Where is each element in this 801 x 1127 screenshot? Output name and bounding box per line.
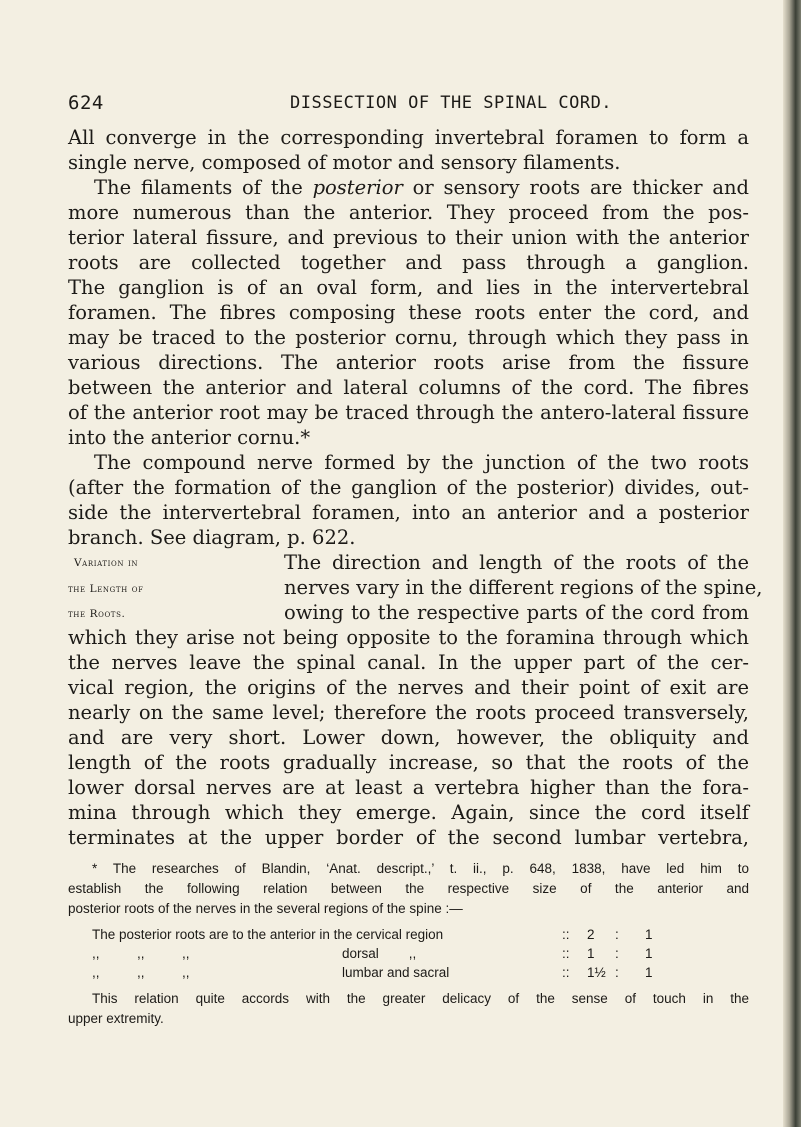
body-line: The direction and length of the roots of the: [284, 551, 749, 574]
ratio-colon: :: [615, 965, 619, 980]
ratio-separator: ::: [562, 946, 570, 961]
ratio-separator: ::: [562, 927, 570, 942]
body-line: terminates at the upper border of the second lumbar vertebra,: [68, 826, 749, 849]
footnote-line: establish the following relation between the respective size of the anterior and: [68, 881, 749, 896]
body-line: single nerve, composed of motor and sensory filaments.: [68, 151, 621, 174]
body-line-text: various directions. The anterior roots arise from the fissure: [68, 351, 749, 374]
body-line: The compound nerve formed by the junction of the two roots: [94, 451, 749, 474]
body-line: side the intervertebral foramen, into an anterior and a posterior: [68, 501, 749, 524]
footnote-line: upper extremity.: [68, 1011, 164, 1026]
ratio-posterior: 1: [587, 946, 595, 961]
body-line: length of the roots gradually increase, so that the roots of the: [68, 751, 749, 774]
running-title: DISSECTION OF THE SPINAL CORD.: [290, 93, 613, 113]
ratio-anterior: 1: [645, 946, 653, 961]
body-line: nearly on the same level; therefore the roots proceed transversely,: [68, 701, 749, 724]
body-line: between the anterior and lateral columns of the cord. The fibres: [68, 376, 749, 399]
ratio-label: ,, ,, ,,: [92, 946, 190, 961]
body-line: more numerous than the anterior. They proceed from the pos-: [68, 201, 749, 224]
body-line: which they arise not being opposite to the foramina through which: [68, 626, 749, 649]
ratio-separator: ::: [562, 965, 570, 980]
body-line: [68, 351, 749, 375]
ratio-posterior: 2: [587, 927, 595, 942]
body-line: The ganglion is of an oval form, and lies in the intervertebral: [68, 276, 749, 299]
body-line: mina through which they emerge. Again, since the cord itself: [68, 801, 749, 824]
body-line: All converge in the corresponding invertebral foramen to form a: [68, 126, 749, 149]
ratio-colon: :: [615, 946, 619, 961]
ratio-anterior: 1: [645, 965, 653, 980]
body-line: [68, 176, 749, 200]
body-line: foramen. The fibres composing these roots enter the cord, and: [68, 301, 749, 324]
body-line: branch. See diagram, p. 622.: [68, 526, 356, 549]
ratio-label: The posterior roots are to the anterior in the cervical region: [92, 927, 444, 942]
body-line: (after the formation of the ganglion of the posterior) divides, out-: [68, 476, 749, 499]
body-line: terior lateral fissure, and previous to their union with the anterior: [68, 226, 749, 249]
sidenote-line: the Length of: [68, 583, 144, 595]
body-line: owing to the respective parts of the cord from: [284, 601, 749, 624]
body-line: roots are collected together and pass through a ganglion.: [68, 251, 749, 274]
ratio-anterior: 1: [645, 927, 653, 942]
body-line: vical region, the origins of the nerves and their point of exit are: [68, 676, 749, 699]
page-header: [68, 92, 748, 120]
footnote-line: posterior roots of the nerves in the several regions of the spine :—: [68, 901, 463, 916]
footnote-table-row: [92, 964, 752, 982]
footnote-table-row: [92, 926, 752, 944]
page-number: 624: [68, 92, 104, 114]
ratio-label: ,, ,, ,,: [92, 965, 190, 980]
footnote-line: This relation quite accords with the greater delicacy of the sense of touch in the: [92, 991, 749, 1006]
page-binding-edge: [783, 0, 801, 1127]
ratio-region: dorsal ,,: [342, 946, 417, 961]
body-line: into the anterior cornu.*: [68, 426, 311, 449]
body-line-text: The filaments of the posterior or sensory roots are thicker and: [94, 176, 749, 199]
italic-term: posterior: [312, 176, 403, 199]
body-line: may be traced to the posterior cornu, through which they pass in: [68, 326, 749, 349]
ratio-colon: :: [615, 927, 619, 942]
sidenote-line: Variation in: [74, 557, 139, 569]
body-line: and are very short. Lower down, however, the obliquity and: [68, 726, 749, 749]
footnote-table-row: [92, 945, 752, 963]
body-line: the nerves leave the spinal canal. In the upper part of the cer-: [68, 651, 749, 674]
ratio-region: lumbar and sacral: [342, 965, 450, 980]
body-line: of the anterior root may be traced through the antero-lateral fissure: [68, 401, 749, 424]
ratio-posterior: 1½: [587, 965, 606, 980]
footnote-line: * The researches of Blandin, ‘Anat. descript.,’ t. ii., p. 648, 1838, have led him to: [92, 861, 749, 876]
body-line: lower dorsal nerves are at least a vertebra higher than the fora-: [68, 776, 749, 799]
sidenote-line: the Roots.: [68, 608, 126, 620]
body-line: nerves vary in the different regions of the spine,: [284, 576, 763, 599]
